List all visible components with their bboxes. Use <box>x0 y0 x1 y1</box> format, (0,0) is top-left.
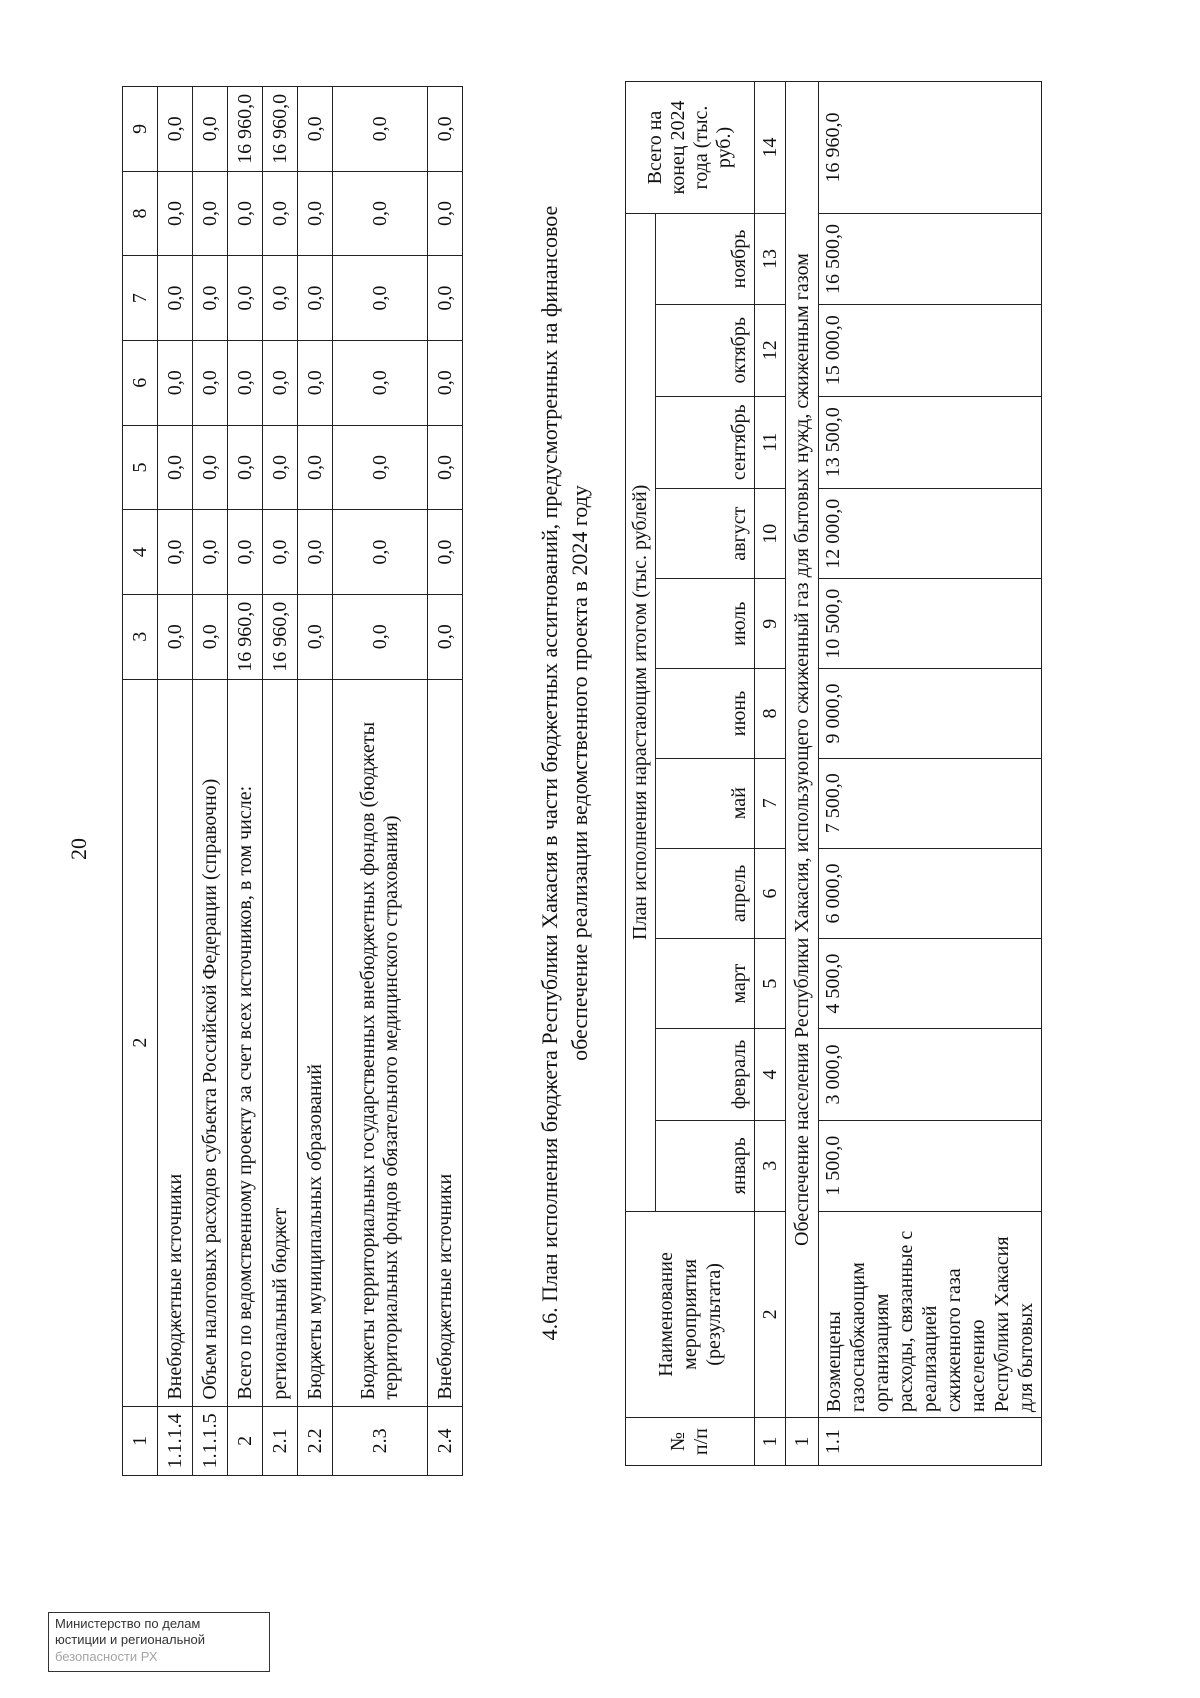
month-header: февраль <box>656 1029 755 1121</box>
header-cell: 7 <box>123 256 158 341</box>
value-cell: 4 500,0 <box>819 939 1042 1029</box>
row-number: 1.1.1.5 <box>193 1406 228 1475</box>
header-cell: 2 <box>123 679 158 1406</box>
value-cell: 0,0 <box>263 256 298 341</box>
value-cell: 0,0 <box>333 594 428 679</box>
month-header: июль <box>656 579 755 669</box>
value-cell: 0,0 <box>298 87 333 172</box>
value-cell: 0,0 <box>158 594 193 679</box>
row-label: Бюджеты муниципальных образований <box>298 679 333 1406</box>
row-label: Всего по ведомственному проекту за счет всех источников, в том числе: <box>228 679 263 1406</box>
value-cell: 9 000,0 <box>819 669 1042 759</box>
month-header: январь <box>656 1120 755 1211</box>
month-header: май <box>656 758 755 848</box>
table-row <box>263 87 298 1476</box>
month-header: апрель <box>656 848 755 939</box>
table-header-row <box>123 87 158 1476</box>
value-cell: 0,0 <box>298 594 333 679</box>
index-cell: 10 <box>755 488 786 579</box>
month-header: июнь <box>656 669 755 759</box>
value-cell: 16 500,0 <box>819 214 1042 305</box>
header-cell: 4 <box>123 510 158 595</box>
value-cell: 0,0 <box>193 510 228 595</box>
value-cell: 0,0 <box>193 425 228 510</box>
row-number: 2 <box>228 1406 263 1475</box>
table-row <box>428 87 463 1476</box>
value-cell: 12 000,0 <box>819 488 1042 579</box>
row-label: Внебюджетные источники <box>158 679 193 1406</box>
value-cell: 0,0 <box>298 425 333 510</box>
index-cell: 13 <box>755 214 786 305</box>
row-number: 2.1 <box>263 1406 298 1475</box>
header-cell: 3 <box>123 594 158 679</box>
value-cell: 7 500,0 <box>819 758 1042 848</box>
value-cell: 0,0 <box>428 171 463 256</box>
row-label: Объем налоговых расходов субъекта Российской Федерации (справочно) <box>193 679 228 1406</box>
table-row <box>158 87 193 1476</box>
index-cell: 8 <box>755 669 786 759</box>
stamp-line: безопасности РХ <box>55 1648 158 1664</box>
header-cell: 5 <box>123 425 158 510</box>
value-cell: 0,0 <box>428 87 463 172</box>
value-cell: 0,0 <box>298 510 333 595</box>
value-cell: 0,0 <box>158 87 193 172</box>
section-label: Обеспечение населения Республики Хакасия, использующего сжиженный газ для бытовых нужд, сжиженным газом <box>786 82 819 1418</box>
value-cell: 0,0 <box>158 171 193 256</box>
section-number: 1 <box>786 1418 819 1466</box>
value-cell: 0,0 <box>333 510 428 595</box>
table-header-row <box>626 82 656 1466</box>
header-name: Наименование мероприятия (результата) <box>626 1211 755 1418</box>
value-cell: 0,0 <box>158 510 193 595</box>
index-cell: 3 <box>755 1120 786 1211</box>
value-cell: 0,0 <box>193 256 228 341</box>
budget-execution-plan-table <box>625 81 1042 1466</box>
month-header: март <box>656 939 755 1029</box>
value-cell: 10 500,0 <box>819 579 1042 669</box>
value-cell: 0,0 <box>263 171 298 256</box>
row-number: 2.2 <box>298 1406 333 1475</box>
value-cell: 0,0 <box>228 256 263 341</box>
value-cell: 0,0 <box>158 425 193 510</box>
header-number: № п/п <box>626 1418 755 1466</box>
value-cell: 0,0 <box>428 256 463 341</box>
table-row <box>819 82 1042 1466</box>
stamp-line: Министерство по делам <box>55 1616 201 1631</box>
row-label: Бюджеты территориальных государственных внебюджетных фондов (бюджеты территориальных фондов обязательного медицинского страхования) <box>333 679 428 1406</box>
value-cell: 0,0 <box>228 425 263 510</box>
ministry-stamp <box>48 1612 270 1672</box>
table-row <box>298 87 333 1476</box>
index-cell: 1 <box>755 1418 786 1466</box>
value-cell: 0,0 <box>193 594 228 679</box>
value-cell: 0,0 <box>298 340 333 425</box>
month-header: октябрь <box>656 304 755 396</box>
header-cell: 8 <box>123 171 158 256</box>
header-total: Всего на конец 2024 года (тыс. руб.) <box>626 82 755 214</box>
value-cell: 0,0 <box>428 340 463 425</box>
value-cell: 15 000,0 <box>819 304 1042 396</box>
header-cell: 9 <box>123 87 158 172</box>
stamp-line: юстиции и региональной <box>55 1632 206 1648</box>
month-header: сентябрь <box>656 396 755 488</box>
value-cell: 16 960,0 <box>228 87 263 172</box>
page-number: 20 <box>66 838 91 860</box>
index-cell: 14 <box>755 82 786 214</box>
index-cell: 6 <box>755 848 786 939</box>
month-header: ноябрь <box>656 214 755 305</box>
value-cell: 0,0 <box>193 171 228 256</box>
value-cell: 6 000,0 <box>819 848 1042 939</box>
row-number: 1.1 <box>819 1418 1042 1466</box>
column-index-row <box>755 82 786 1466</box>
row-label: региональный бюджет <box>263 679 298 1406</box>
value-cell: 0,0 <box>263 340 298 425</box>
value-cell: 0,0 <box>228 171 263 256</box>
index-cell: 9 <box>755 579 786 669</box>
value-cell: 0,0 <box>298 171 333 256</box>
value-cell: 13 500,0 <box>819 396 1042 488</box>
index-cell: 2 <box>755 1211 786 1418</box>
funding-sources-table <box>122 86 463 1476</box>
index-cell: 11 <box>755 396 786 488</box>
header-plan: План исполнения нарастающим итогом (тыс. рублей) <box>626 214 656 1212</box>
value-cell: 1 500,0 <box>819 1120 1042 1211</box>
total-cell: 16 960,0 <box>819 82 1042 214</box>
row-label: Внебюджетные источники <box>428 679 463 1406</box>
value-cell: 0,0 <box>158 340 193 425</box>
value-cell: 0,0 <box>263 510 298 595</box>
value-cell: 0,0 <box>158 256 193 341</box>
section-title-line: 4.6. План исполнения бюджета Республики Хакасия в части бюджетных ассигнований, предусмотренных на финансовое <box>537 205 562 1341</box>
table-row <box>228 87 263 1476</box>
value-cell: 0,0 <box>333 256 428 341</box>
value-cell: 16 960,0 <box>263 594 298 679</box>
index-cell: 5 <box>755 939 786 1029</box>
value-cell: 16 960,0 <box>263 87 298 172</box>
value-cell: 3 000,0 <box>819 1029 1042 1121</box>
row-label: Возмещены газоснабжающим организациям расходы, связанные с реализацией сжиженного газа населению Республики Хакасия для бытовых <box>819 1211 1042 1418</box>
index-cell: 7 <box>755 758 786 848</box>
table-row <box>193 87 228 1476</box>
row-number: 1.1.1.4 <box>158 1406 193 1475</box>
section-title <box>535 78 594 1468</box>
value-cell: 0,0 <box>228 340 263 425</box>
value-cell: 0,0 <box>428 425 463 510</box>
value-cell: 16 960,0 <box>228 594 263 679</box>
value-cell: 0,0 <box>228 510 263 595</box>
value-cell: 0,0 <box>193 87 228 172</box>
value-cell: 0,0 <box>428 594 463 679</box>
value-cell: 0,0 <box>263 425 298 510</box>
header-cell: 1 <box>123 1406 158 1475</box>
row-number: 2.4 <box>428 1406 463 1475</box>
value-cell: 0,0 <box>333 87 428 172</box>
value-cell: 0,0 <box>193 340 228 425</box>
section-title-line: обеспечение реализации ведомственного проекта в 2024 году <box>566 485 592 1061</box>
value-cell: 0,0 <box>298 256 333 341</box>
value-cell: 0,0 <box>333 340 428 425</box>
section-row <box>786 82 819 1466</box>
index-cell: 4 <box>755 1029 786 1121</box>
value-cell: 0,0 <box>333 425 428 510</box>
table-row <box>333 87 428 1476</box>
value-cell: 0,0 <box>428 510 463 595</box>
index-cell: 12 <box>755 304 786 396</box>
month-header: август <box>656 488 755 579</box>
row-number: 2.3 <box>333 1406 428 1475</box>
value-cell: 0,0 <box>333 171 428 256</box>
header-cell: 6 <box>123 340 158 425</box>
